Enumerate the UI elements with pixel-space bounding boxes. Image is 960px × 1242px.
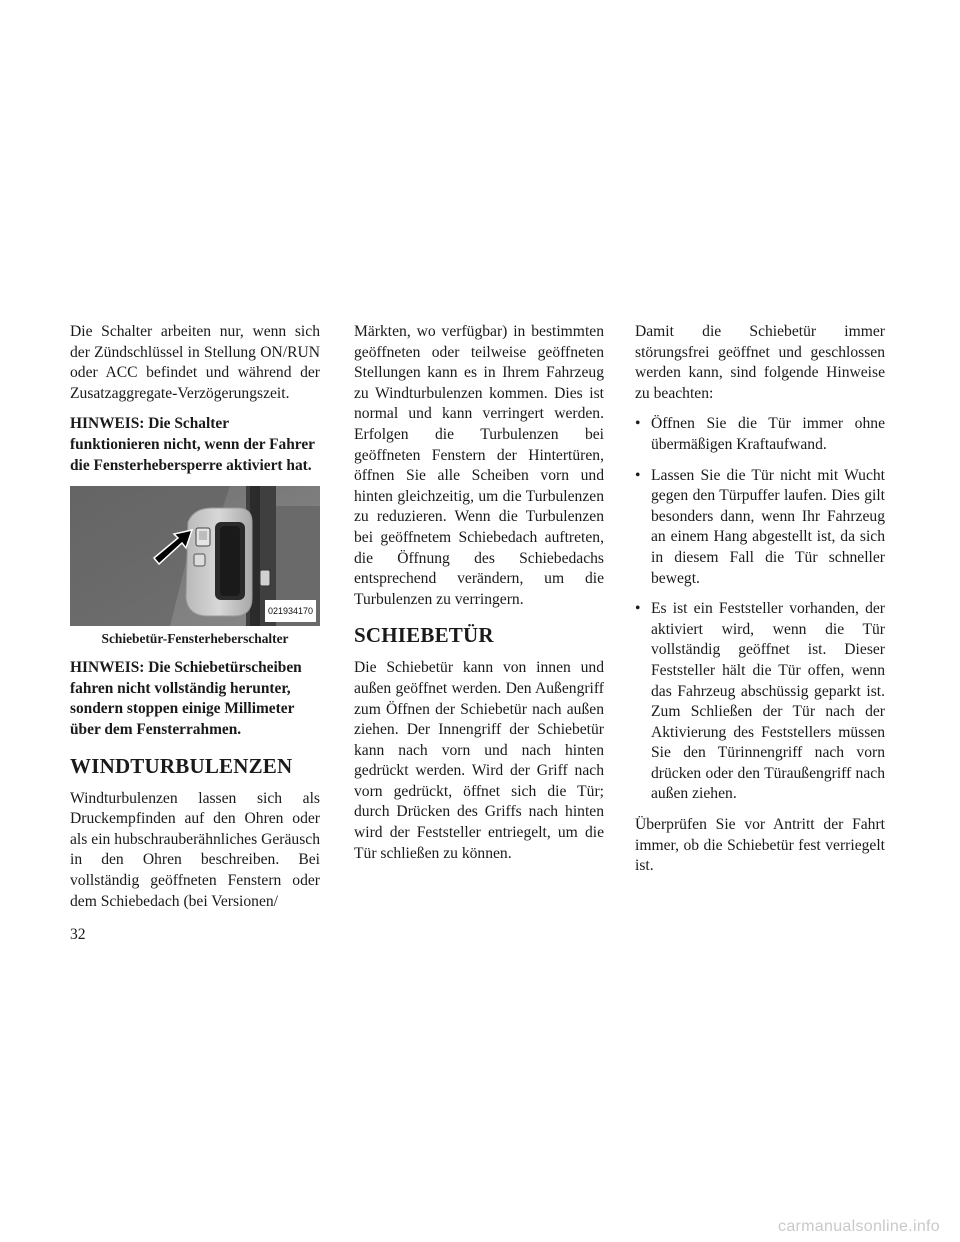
list-item: • Lassen Sie die Tür nicht mit Wucht gegen den Türpuffer laufen. Dies gilt besonders dann, wenn Ihr Fahrzeug an einem Hang abgestellt ist, da sich in diesem Fall die Tür schneller bewegt.: [635, 466, 885, 587]
list-item: • Es ist ein Feststeller vorhanden, der aktiviert wird, wenn die Tür vollständig geöffnet ist. Dieser Feststeller hält die Tür offen, wenn das Fahrzeug abschüssig geparkt ist. Zum Schließen der Tür nach der Aktivierung des Feststellers müssen Sie den Türinnengriff nach vorn drücken oder den Türaußengriff nach außen ziehen.: [635, 600, 885, 803]
column-middle: [354, 322, 604, 874]
column-left: [70, 322, 320, 922]
paragraph-sliding-door: Die Schiebetür kann von innen und außen geöffnet werden. Den Außengriff zum Öffnen der Schiebetür nach außen ziehen. Der Innengriff der Schiebetür kann nach vorn und nach hinten gedrückt werden. Wird der Griff nach vorn gedrückt, öffnet sich die Tür; durch Drücken des Griffs nach hinten wird der Feststeller entriegelt, um die Tür schließen zu können.: [354, 659, 604, 862]
column-right: [635, 322, 885, 887]
paragraph-door-hints-intro: Damit die Schiebetür immer störungsfrei geöffnet und geschlossen werden kann, sind folgende Hinweise zu beachten:: [635, 323, 885, 402]
heading-sliding-door: SCHIEBETÜR: [354, 623, 494, 648]
figure-caption: Schiebetür-Fensterheberschalter: [101, 631, 289, 647]
note-sliding-door-windows: HINWEIS: Die Schiebetürscheiben fahren nicht vollständig herunter, sondern stoppen einige Millimeter über dem Fensterrahmen.: [70, 659, 302, 738]
note-window-lock: HINWEIS: Die Schalter funktionieren nicht, wenn der Fahrer die Fensterhebersperre aktiviert hat.: [70, 415, 315, 474]
bullet-icon: •: [635, 466, 641, 484]
paragraph-wind-buffeting-cont: Märkten, wo verfügbar) in bestimmten geöffneten oder teilweise geöffneten Stellungen kann es in Ihrem Fahrzeug zu Windturbulenzen kommen. Dies ist normal und kann verringert werden. Erfolgen die Turbulenzen bei geöffneten Fenstern der Hintertüren, öffnen Sie alle Scheiben vorn und hinten gleichzeitig, um die Turbulenzen zu reduzieren. Wenn die Turbulenzen bei geöffnetem Schiebedach auftreten, die Öffnung des Schiebedachs entsprechend verändern, um die Turbulenzen zu verringern.: [354, 323, 604, 608]
paragraph-switch-operation: Die Schalter arbeiten nur, wenn sich der Zündschlüssel in Stellung ON/RUN oder ACC befindet und während der Zusatzaggregate-Verzögerungszeit.: [70, 323, 320, 402]
heading-wind-buffeting: WINDTURBULENZEN: [70, 753, 293, 778]
watermark-logo: carmanualsonline.info: [778, 1218, 940, 1235]
paragraph-check-locked: Überprüfen Sie vor Antritt der Fahrt immer, ob die Schiebetür fest verriegelt ist.: [635, 816, 885, 875]
bullet-icon: •: [635, 600, 641, 618]
paragraph-wind-buffeting: Windturbulenzen lassen sich als Druckempfinden auf den Ohren oder als ein hubschrauberähnliches Geräusch in den Ohren beschreiben. Bei vollständig geöffneten Fenstern oder dem Schiebedach (bei Versionen/: [70, 789, 320, 910]
sliding-door-switch-figure: [70, 486, 320, 626]
figure-code: 021934170: [265, 600, 316, 623]
door-hints-list: [635, 414, 885, 805]
list-item: • Öffnen Sie die Tür immer ohne übermäßigen Kraftaufwand.: [635, 415, 885, 453]
page-number: 32: [70, 926, 86, 943]
bullet-icon: •: [635, 415, 641, 433]
